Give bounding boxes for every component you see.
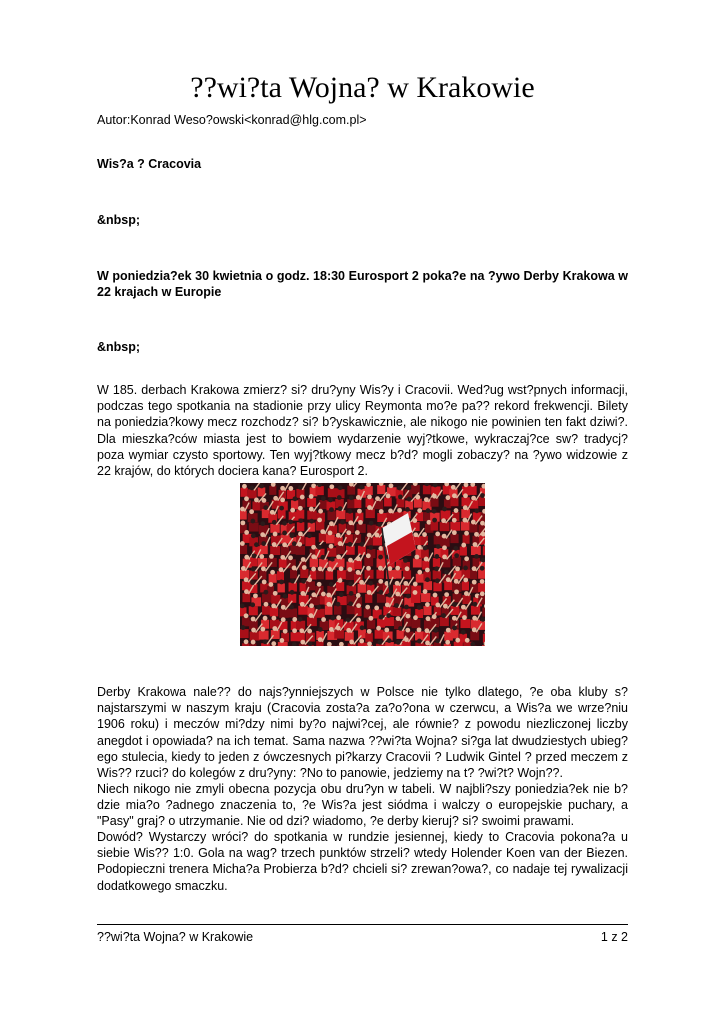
paragraph-2: Derby Krakowa nale?? do najs?ynniejszych w Polsce nie tylko dlatego, ?e oba kluby s? najstarszymi w naszym kraju (Cracovia zosta?a za?o?ona w czerwcu, a Wis?a we wrze?niu 1906 roku) i meczów mi?dzy nimi by?o najwi?cej, ale równie? z powodu niezliczonej liczby anegdot i opowiada? na ich temat. Sama nazwa ??wi?ta Wojna? si?ga lat dwudziestych ubieg?ego stulecia, kiedy to jeden z ówczesnych pi?karzy Cracovii ? Ludwik Gintel ? przed meczem z Wis?? rzuci? do kolegów z dru?yny: ?No to panowie, jedziemy na t? ?wi?t? Wojn??. [97, 685, 628, 781]
paragraph-3: Niech nikogo nie zmyli obecna pozycja obu dru?yn w tabeli. W najbli?szy poniedzia?ek nie b?dzie mia?o ?adnego znaczenia to, ?e Wis?a jest siódma i walczy o europejskie puchary, a "Pasy" graj? o utrzymanie. Nie od dzi? wiadomo, ?e derby kieruj? si? swoimi prawami. [97, 782, 628, 829]
document-title: ??wi?ta Wojna? w Krakowie [190, 71, 535, 104]
lead-paragraph: W poniedzia?ek 30 kwietnia o godz. 18:30 Eurosport 2 poka?e na ?ywo Derby Krakowa w 22 krajach w Europie [97, 269, 628, 299]
paragraph-4: Dowód? Wystarczy wróci? do spotkania w rundzie jesiennej, kiedy to Cracovia pokona?a u siebie Wis?? 1:0. Gola na wag? trzech punktów strzeli? wtedy Holender Koen van der Biezen. Podopieczni trenera Micha?a Probierza b?d? chcieli si? zrewan?owa?, co nadaje tej rywalizacji dodatkowego smaczku. [97, 830, 628, 893]
paragraph-1: W 185. derbach Krakowa zmierz? si? dru?yny Wis?y i Cracovii. Wed?ug wst?pnych informacji, podczas tego spotkania na stadionie przy ulicy Reymonta mo?e pa?? rekord frekwencji. Bilety na poniedzia?kowy mecz rozchodz? si? b?yskawicznie, ale nikogo nie powinien ten fakt dziwi?. Dla mieszka?ców miasta jest to bowiem wydarzenie wyj?tkowe, wykraczaj?ce sw? tradycj? poza wymiar czysto sportowy. Ten wyj?tkowy mecz b?d? mogli zobaczy? na ?ywo widzowie z 22 krajów, do których dociera kana? Eurosport 2. [97, 383, 628, 479]
footer-divider [97, 924, 628, 925]
crowd-image [240, 483, 485, 646]
subtitle: Wis?a ? Cracovia [97, 157, 202, 171]
author-line: Autor:Konrad Weso?owski<konrad@hlg.com.pl> [97, 113, 367, 127]
footer-title: ??wi?ta Wojna? w Krakowie [97, 930, 254, 944]
page-number: 1 z 2 [600, 930, 628, 944]
stadium-crowd-photo [240, 483, 485, 646]
nbsp-placeholder-1: &nbsp; [97, 213, 141, 227]
nbsp-placeholder-2: &nbsp; [97, 340, 141, 354]
